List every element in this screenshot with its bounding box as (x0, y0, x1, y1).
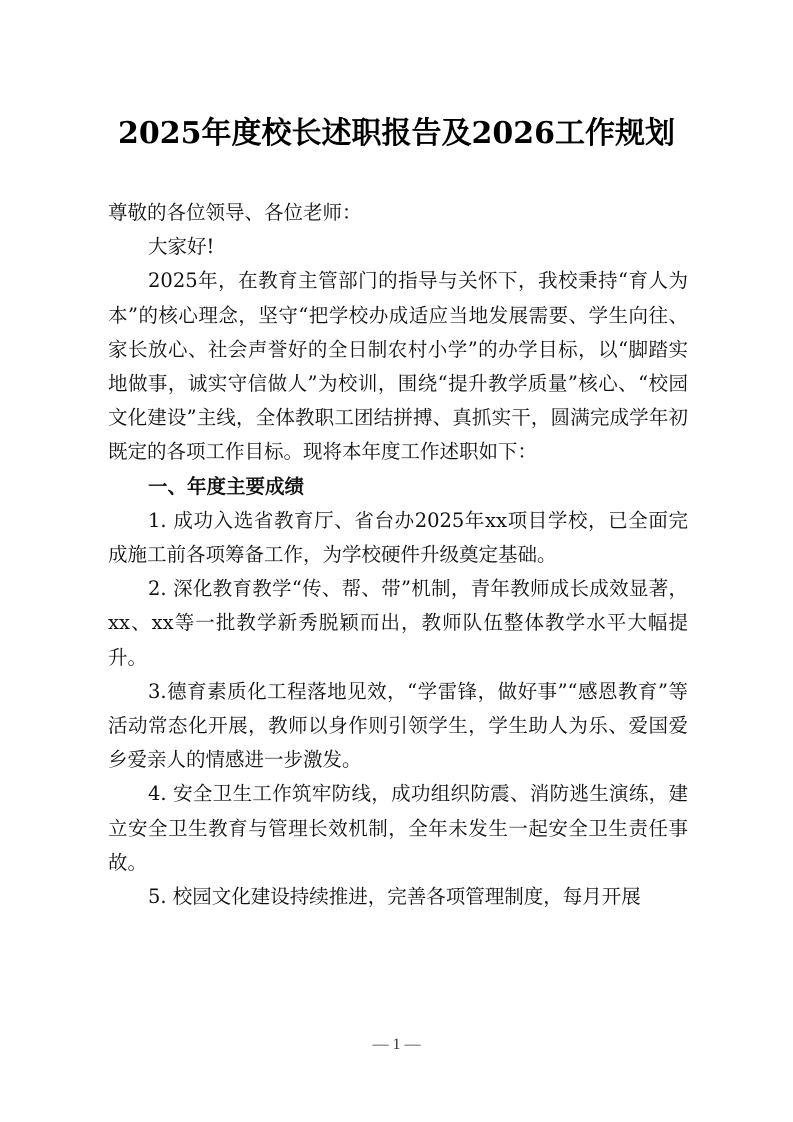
section-heading-achievements: 一、年度主要成绩 (148, 474, 305, 498)
achievement-item-4: 4. 安全卫生工作筑牢防线，成功组织防震、消防逃生演练，建立安全卫生教育与管理长效机制，全年未发生一起安全卫生责任事故。 (108, 782, 688, 874)
achievement-item-3: 3.德育素质化工程落地见效，“学雷锋，做好事”“感恩教育”等活动常态化开展，教师以身作则引领学生，学生助人为乐、爱国爱乡爱亲人的情感进一步激发。 (108, 679, 688, 772)
page-number: — 1 — (372, 1036, 421, 1053)
achievement-item-2: 2. 深化教育教学“传、帮、带”机制，青年教师成长成效显著，xx、xx等一批教学新秀脱颖而出，教师队伍整体教学水平大幅提升。 (108, 577, 688, 669)
salutation: 尊敬的各位领导、各位老师： (108, 201, 362, 224)
achievement-item-1: 1. 成功入选省教育厅、省台办2025年xx项目学校，已全面完成施工前各项筹备工作，为学校硬件升级奠定基础。 (108, 508, 688, 567)
achievement-item-5: 5. 校园文化建设持续推进，完善各项管理制度，每月开展 (148, 885, 641, 909)
document-body (108, 196, 688, 914)
document-title: 2025年度校长述职报告及2026工作规划 (118, 116, 675, 151)
greeting: 大家好! (148, 235, 215, 259)
intro-paragraph: 2025年，在教育主管部门的指导与关怀下，我校秉持“育人为本”的核心理念，坚守“把学校办成适应当地发展需要、学生向往、家长放心、社会声誉好的全日制农村小学”的办学目标，以“脚踏实地做事，诚实守信做人”为校训，围绕“提升教学质量”核心、“校园文化建设”主线，全体教职工团结拼搏、真抓实干，圆满完成学年初既定的各项工作目标。现将本年度工作述职如下： (108, 269, 688, 464)
